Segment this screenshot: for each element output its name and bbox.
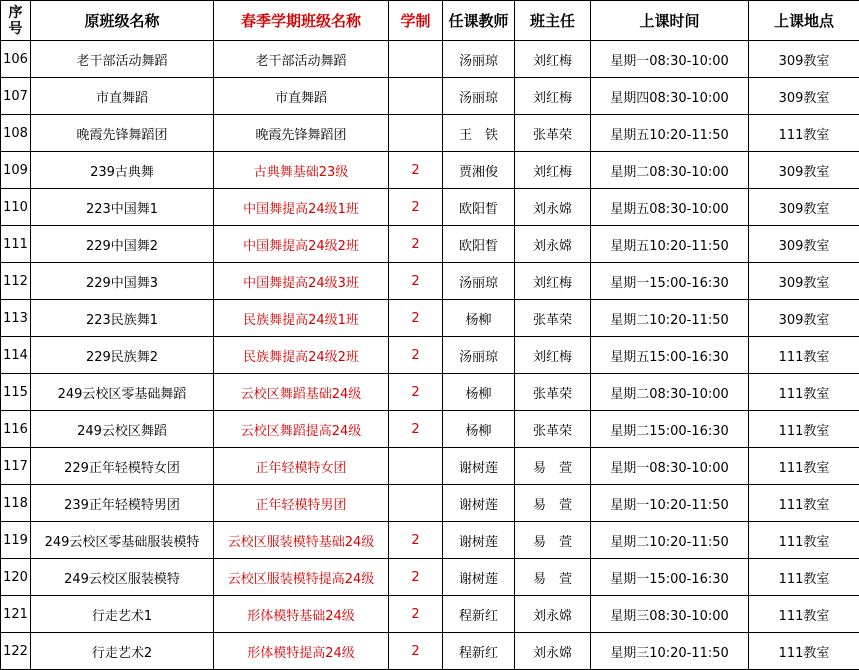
class-location-cell: 111教室 (749, 522, 859, 559)
head-teacher-cell: 易 萱 (515, 559, 591, 596)
original-class-name-cell: 行走艺术1 (31, 596, 214, 633)
teacher-cell: 谢树莲 (443, 522, 515, 559)
original-class-name-cell: 市直舞蹈 (31, 78, 214, 115)
class-time-cell: 星期一15:00-16:30 (591, 263, 749, 300)
table-row (1, 300, 859, 337)
teacher-cell: 汤丽琼 (443, 41, 515, 78)
head-teacher-cell: 刘红梅 (515, 337, 591, 374)
study-years-cell (389, 41, 443, 78)
serial-number-cell: 115 (1, 374, 31, 411)
study-years-cell (389, 448, 443, 485)
study-years-cell: 2 (389, 189, 443, 226)
class-time-cell: 星期一10:20-11:50 (591, 485, 749, 522)
head-teacher-cell: 刘红梅 (515, 41, 591, 78)
teacher-cell: 杨柳 (443, 300, 515, 337)
head-teacher-cell: 张革荣 (515, 411, 591, 448)
original-class-name-cell: 223民族舞1 (31, 300, 214, 337)
serial-number-cell: 111 (1, 226, 31, 263)
original-class-name-cell: 老干部活动舞蹈 (31, 41, 214, 78)
serial-number-cell: 114 (1, 337, 31, 374)
table-row (1, 633, 859, 670)
class-time-cell: 星期二08:30-10:00 (591, 152, 749, 189)
class-time-cell: 星期二08:30-10:00 (591, 374, 749, 411)
spring-class-name-cell: 中国舞提高24级2班 (214, 226, 389, 263)
head-teacher-cell: 刘永嫦 (515, 633, 591, 670)
study-years-cell: 2 (389, 522, 443, 559)
class-time-cell: 星期一15:00-16:30 (591, 559, 749, 596)
header-serial-line2: 号 (8, 20, 23, 37)
table-row (1, 78, 859, 115)
class-time-cell: 星期二15:00-16:30 (591, 411, 749, 448)
header-teacher: 任课教师 (443, 1, 515, 41)
spring-class-name-cell: 晚霞先锋舞蹈团 (214, 115, 389, 152)
table-row (1, 263, 859, 300)
spring-class-name-cell: 市直舞蹈 (214, 78, 389, 115)
teacher-cell: 汤丽琼 (443, 263, 515, 300)
class-location-cell: 111教室 (749, 559, 859, 596)
serial-number-cell: 108 (1, 115, 31, 152)
class-location-cell: 309教室 (749, 226, 859, 263)
header-study-years: 学制 (389, 1, 443, 41)
serial-number-cell: 121 (1, 596, 31, 633)
table-row (1, 115, 859, 152)
study-years-cell: 2 (389, 263, 443, 300)
original-class-name-cell: 229中国舞3 (31, 263, 214, 300)
table-row (1, 411, 859, 448)
serial-number-cell: 119 (1, 522, 31, 559)
teacher-cell: 杨柳 (443, 411, 515, 448)
head-teacher-cell: 易 萱 (515, 485, 591, 522)
spring-class-name-cell: 云校区舞蹈提高24级 (214, 411, 389, 448)
study-years-cell: 2 (389, 226, 443, 263)
class-location-cell: 111教室 (749, 485, 859, 522)
serial-number-cell: 106 (1, 41, 31, 78)
original-class-name-cell: 249云校区舞蹈 (31, 411, 214, 448)
table-row (1, 596, 859, 633)
serial-number-cell: 116 (1, 411, 31, 448)
teacher-cell: 贾湘俊 (443, 152, 515, 189)
head-teacher-cell: 刘永嫦 (515, 226, 591, 263)
teacher-cell: 杨柳 (443, 374, 515, 411)
spring-class-name-cell: 云校区服装模特基础24级 (214, 522, 389, 559)
serial-number-cell: 109 (1, 152, 31, 189)
table-row (1, 152, 859, 189)
serial-number-cell: 120 (1, 559, 31, 596)
table-row (1, 189, 859, 226)
original-class-name-cell: 239古典舞 (31, 152, 214, 189)
spring-class-name-cell: 古典舞基础23级 (214, 152, 389, 189)
study-years-cell: 2 (389, 411, 443, 448)
serial-number-cell: 107 (1, 78, 31, 115)
study-years-cell: 2 (389, 559, 443, 596)
study-years-cell (389, 115, 443, 152)
spring-class-name-cell: 中国舞提高24级1班 (214, 189, 389, 226)
header-row (1, 1, 859, 41)
class-location-cell: 111教室 (749, 633, 859, 670)
class-time-cell: 星期五15:00-16:30 (591, 337, 749, 374)
spring-class-name-cell: 形体模特基础24级 (214, 596, 389, 633)
study-years-cell (389, 485, 443, 522)
study-years-cell: 2 (389, 596, 443, 633)
serial-number-cell: 112 (1, 263, 31, 300)
study-years-cell: 2 (389, 152, 443, 189)
teacher-cell: 谢树莲 (443, 448, 515, 485)
original-class-name-cell: 行走艺术2 (31, 633, 214, 670)
class-time-cell: 星期二10:20-11:50 (591, 300, 749, 337)
table-row (1, 374, 859, 411)
spring-class-name-cell: 老干部活动舞蹈 (214, 41, 389, 78)
teacher-cell: 程新红 (443, 633, 515, 670)
spring-class-name-cell: 形体模特提高24级 (214, 633, 389, 670)
table-row (1, 448, 859, 485)
original-class-name-cell: 229正年轻模特女团 (31, 448, 214, 485)
head-teacher-cell: 张革荣 (515, 300, 591, 337)
head-teacher-cell: 易 萱 (515, 448, 591, 485)
spring-class-name-cell: 正年轻模特男团 (214, 485, 389, 522)
original-class-name-cell: 229中国舞2 (31, 226, 214, 263)
serial-number-cell: 118 (1, 485, 31, 522)
study-years-cell: 2 (389, 337, 443, 374)
class-time-cell: 星期一08:30-10:00 (591, 448, 749, 485)
teacher-cell: 谢树莲 (443, 559, 515, 596)
header-spring-class-name: 春季学期班级名称 (214, 1, 389, 41)
header-class-location: 上课地点 (749, 1, 859, 41)
serial-number-cell: 113 (1, 300, 31, 337)
table-body (1, 41, 859, 670)
class-location-cell: 309教室 (749, 152, 859, 189)
table-row (1, 522, 859, 559)
table-row (1, 41, 859, 78)
class-time-cell: 星期三08:30-10:00 (591, 596, 749, 633)
teacher-cell: 欧阳晳 (443, 226, 515, 263)
serial-number-cell: 122 (1, 633, 31, 670)
header-serial-line1: 序 (8, 4, 23, 21)
head-teacher-cell: 张革荣 (515, 115, 591, 152)
serial-number-cell: 117 (1, 448, 31, 485)
table-row (1, 559, 859, 596)
head-teacher-cell: 易 萱 (515, 522, 591, 559)
original-class-name-cell: 239正年轻模特男团 (31, 485, 214, 522)
head-teacher-cell: 刘永嫦 (515, 189, 591, 226)
teacher-cell: 汤丽琼 (443, 337, 515, 374)
spring-class-name-cell: 云校区服装模特提高24级 (214, 559, 389, 596)
class-time-cell: 星期五10:20-11:50 (591, 115, 749, 152)
class-location-cell: 309教室 (749, 78, 859, 115)
original-class-name-cell: 229民族舞2 (31, 337, 214, 374)
serial-number-cell: 110 (1, 189, 31, 226)
class-location-cell: 111教室 (749, 411, 859, 448)
study-years-cell: 2 (389, 374, 443, 411)
header-serial-number (1, 1, 31, 41)
class-time-cell: 星期五08:30-10:00 (591, 189, 749, 226)
spring-class-name-cell: 云校区舞蹈基础24级 (214, 374, 389, 411)
table-row (1, 337, 859, 374)
head-teacher-cell: 刘红梅 (515, 152, 591, 189)
header-original-class-name: 原班级名称 (31, 1, 214, 41)
class-location-cell: 309教室 (749, 263, 859, 300)
class-time-cell: 星期三10:20-11:50 (591, 633, 749, 670)
original-class-name-cell: 晚霞先锋舞蹈团 (31, 115, 214, 152)
class-location-cell: 309教室 (749, 189, 859, 226)
class-location-cell: 111教室 (749, 374, 859, 411)
class-time-cell: 星期一08:30-10:00 (591, 41, 749, 78)
teacher-cell: 汤丽琼 (443, 78, 515, 115)
class-time-cell: 星期五10:20-11:50 (591, 226, 749, 263)
study-years-cell: 2 (389, 633, 443, 670)
class-location-cell: 111教室 (749, 337, 859, 374)
original-class-name-cell: 223中国舞1 (31, 189, 214, 226)
class-location-cell: 309教室 (749, 41, 859, 78)
table-row (1, 226, 859, 263)
spring-class-name-cell: 正年轻模特女团 (214, 448, 389, 485)
spring-class-name-cell: 中国舞提高24级3班 (214, 263, 389, 300)
class-location-cell: 309教室 (749, 300, 859, 337)
class-location-cell: 111教室 (749, 596, 859, 633)
head-teacher-cell: 刘红梅 (515, 263, 591, 300)
teacher-cell: 谢树莲 (443, 485, 515, 522)
original-class-name-cell: 249云校区服装模特 (31, 559, 214, 596)
teacher-cell: 王 铁 (443, 115, 515, 152)
teacher-cell: 欧阳晳 (443, 189, 515, 226)
class-location-cell: 111教室 (749, 115, 859, 152)
class-location-cell: 111教室 (749, 448, 859, 485)
head-teacher-cell: 刘红梅 (515, 78, 591, 115)
header-class-time: 上课时间 (591, 1, 749, 41)
original-class-name-cell: 249云校区零基础舞蹈 (31, 374, 214, 411)
original-class-name-cell: 249云校区零基础服装模特 (31, 522, 214, 559)
class-time-cell: 星期二10:20-11:50 (591, 522, 749, 559)
teacher-cell: 程新红 (443, 596, 515, 633)
study-years-cell: 2 (389, 300, 443, 337)
spring-class-name-cell: 民族舞提高24级2班 (214, 337, 389, 374)
head-teacher-cell: 张革荣 (515, 374, 591, 411)
spring-class-name-cell: 民族舞提高24级1班 (214, 300, 389, 337)
study-years-cell (389, 78, 443, 115)
head-teacher-cell: 刘永嫦 (515, 596, 591, 633)
header-head-teacher: 班主任 (515, 1, 591, 41)
class-time-cell: 星期四08:30-10:00 (591, 78, 749, 115)
table-row (1, 485, 859, 522)
